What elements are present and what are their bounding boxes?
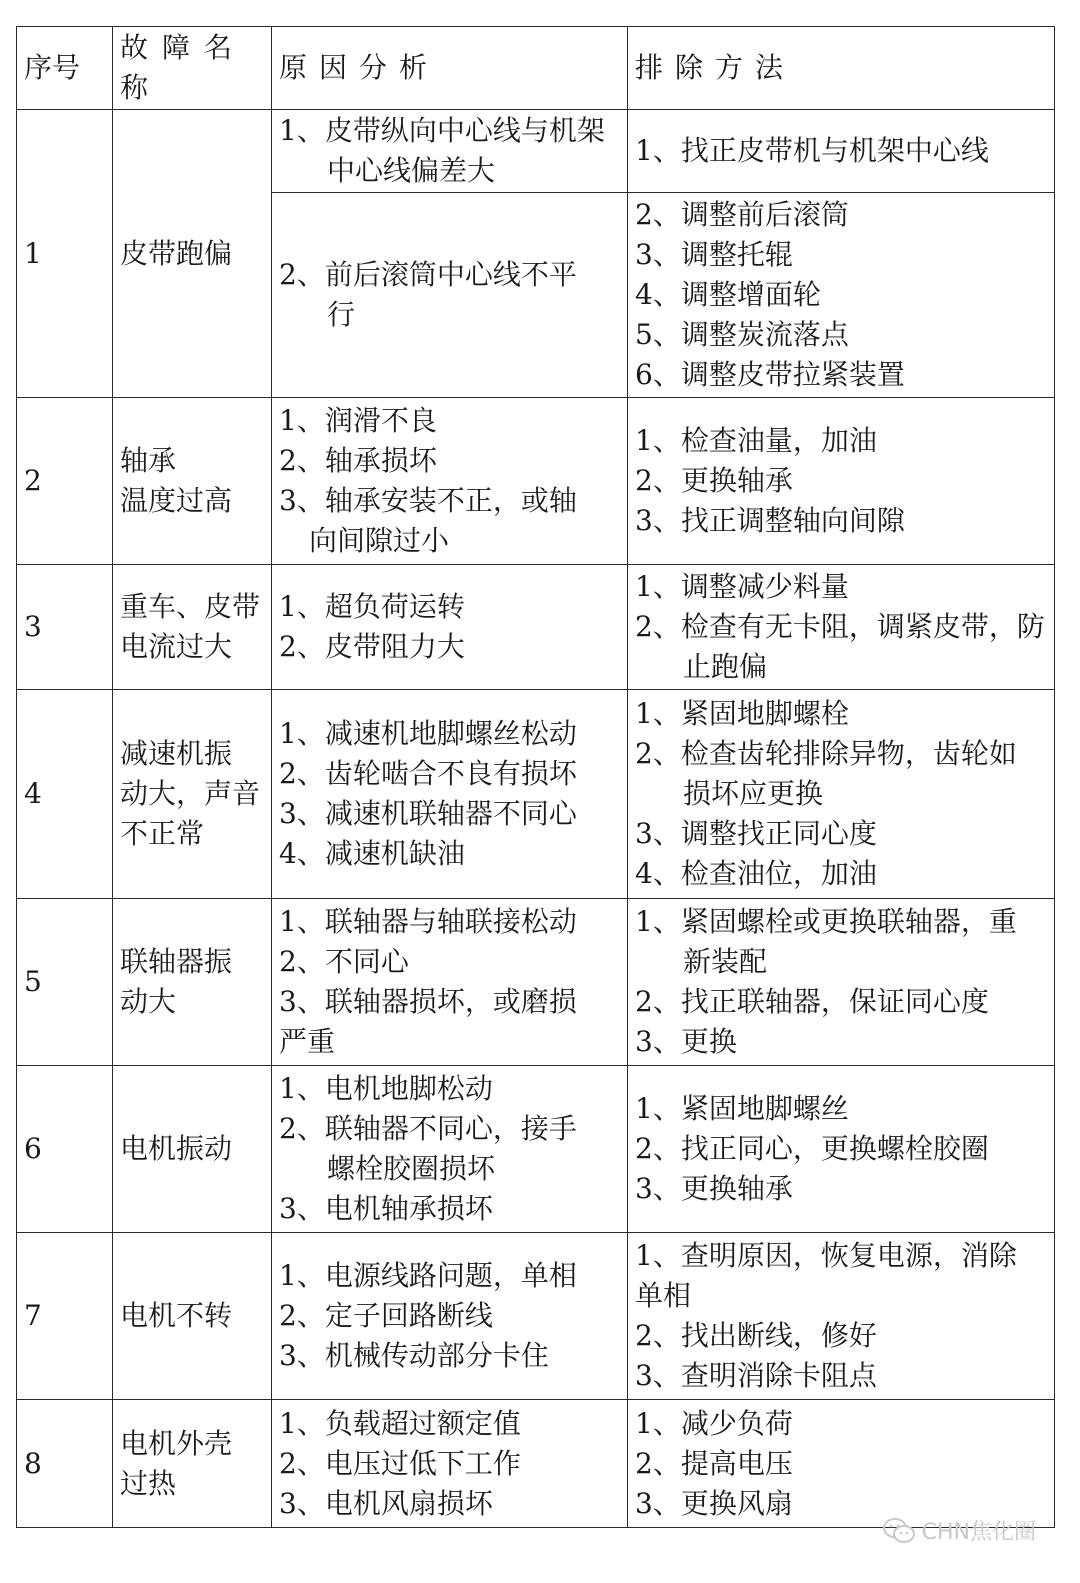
fault-name-line: 联轴器振 — [120, 945, 233, 978]
solution-line: 2、找出断线，修好 — [635, 1319, 877, 1352]
cause-line: 3、减速机联轴器不同心 — [279, 797, 577, 830]
solution-line: 2、提高电压 — [635, 1446, 793, 1480]
solution-line: 1、紧固螺栓或更换联轴器，重 — [635, 905, 1017, 938]
fault-name — [113, 1400, 272, 1528]
fault-name — [113, 565, 272, 690]
solution-line: 4、检查油位，加油 — [635, 857, 877, 890]
solution-line: 1、紧固地脚螺栓 — [635, 697, 849, 730]
fault-table — [16, 26, 1055, 1528]
row-index: 7 — [17, 1233, 113, 1400]
cause-cell — [272, 1066, 628, 1233]
fault-name-line: 轴承 — [120, 444, 177, 477]
cause-cell — [272, 899, 628, 1066]
solution-line: 1、紧固地脚螺丝 — [635, 1092, 849, 1125]
solution-cell — [628, 398, 1055, 565]
cause-cell — [272, 690, 628, 899]
solution-line: 1、查明原因，恢复电源，消除 — [635, 1239, 1017, 1272]
solution-line: 止跑偏 — [683, 650, 768, 683]
fault-name — [113, 398, 272, 565]
solution-cell — [628, 1233, 1055, 1400]
solution-line: 2、找正联轴器，保证同心度 — [635, 985, 989, 1018]
solution-line: 2、更换轴承 — [635, 464, 793, 497]
header-solution: 排除方法 — [628, 27, 1055, 110]
cause-line: 2、不同心 — [279, 945, 409, 978]
fault-name-line: 重车、皮带 — [120, 590, 261, 623]
watermark-text: CHN焦化圈 — [921, 1520, 1036, 1545]
fault-name — [113, 1233, 272, 1400]
row-index: 4 — [17, 690, 113, 899]
cause-line: 3、联轴器损坏，或磨损 — [279, 985, 577, 1018]
cause-line: 中心线偏差大 — [327, 154, 496, 187]
table-row — [17, 398, 1055, 565]
table-row — [17, 110, 1055, 193]
solution-line: 1、检查油量，加油 — [635, 424, 877, 457]
fault-name-line: 过热 — [120, 1466, 177, 1500]
row-index: 1 — [17, 110, 113, 398]
solution-cell — [628, 565, 1055, 690]
cause-cell — [272, 565, 628, 690]
solution-cell — [628, 690, 1055, 899]
row-index: 5 — [17, 899, 113, 1066]
cause-cell — [272, 1400, 628, 1528]
fault-name-line: 减速机振 — [120, 737, 233, 770]
fault-name-line: 不正常 — [120, 817, 205, 850]
cause-cell — [272, 1233, 628, 1400]
row-index: 2 — [17, 398, 113, 565]
fault-name-line: 动大 — [120, 985, 177, 1018]
fault-name — [113, 690, 272, 899]
cause-line: 1、电机地脚松动 — [279, 1072, 493, 1105]
solution-cell — [628, 899, 1055, 1066]
cause-line: 严重 — [279, 1025, 336, 1058]
cause-line: 2、联轴器不同心，接手 — [279, 1112, 577, 1145]
cause-line: 3、机械传动部分卡住 — [279, 1339, 549, 1372]
cause-line: 行 — [327, 298, 356, 331]
watermark — [882, 1515, 1036, 1546]
solution-line: 3、调整找正同心度 — [635, 817, 877, 850]
solution-line: 3、找正调整轴向间隙 — [635, 504, 905, 537]
cause-line: 2、皮带阻力大 — [279, 630, 465, 663]
cause-line: 1、减速机地脚螺丝松动 — [279, 717, 577, 750]
solution-line: 2、检查齿轮排除异物，齿轮如 — [635, 737, 1017, 770]
cause-line: 3、电机风扇损坏 — [279, 1486, 493, 1520]
table-row — [17, 690, 1055, 899]
solution-line: 5、调整炭流落点 — [635, 318, 849, 351]
cause-cell — [272, 110, 628, 193]
solution-line: 损坏应更换 — [683, 777, 824, 810]
solution-line: 3、查明消除卡阻点 — [635, 1359, 877, 1392]
header-fault-name-line2: 称 — [120, 71, 163, 104]
solution-cell — [628, 193, 1055, 398]
solution-line: 3、调整托辊 — [635, 238, 793, 271]
solution-line: 4、调整增面轮 — [635, 278, 821, 311]
solution-line: 3、更换 — [635, 1025, 737, 1058]
solution-line: 新装配 — [683, 945, 768, 978]
table-row — [17, 899, 1055, 1066]
solution-line: 2、检查有无卡阻，调紧皮带，防 — [635, 610, 1045, 643]
fault-name-line: 温度过高 — [120, 484, 233, 517]
cause-cell — [272, 193, 628, 398]
header-row — [17, 27, 1055, 110]
cause-line: 1、超负荷运转 — [279, 590, 465, 623]
solution-cell — [628, 110, 1055, 193]
cause-line: 1、联轴器与轴联接松动 — [279, 905, 577, 938]
header-cause: 原因分析 — [272, 27, 628, 110]
cause-line: 1、皮带纵向中心线与机架 — [279, 114, 605, 147]
solution-line: 6、调整皮带拉紧装置 — [635, 358, 905, 391]
fault-name — [113, 899, 272, 1066]
solution-line: 1、减少负荷 — [635, 1406, 793, 1440]
cause-line: 4、减速机缺油 — [279, 837, 465, 870]
fault-name — [113, 110, 272, 398]
cause-cell — [272, 398, 628, 565]
cause-line: 向间隙过小 — [309, 524, 450, 557]
cause-line: 螺栓胶圈损坏 — [327, 1152, 496, 1185]
solution-line: 单相 — [635, 1279, 692, 1312]
fault-name-line: 电机外壳 — [120, 1426, 233, 1460]
cause-line: 2、定子回路断线 — [279, 1299, 493, 1332]
cause-line: 1、负载超过额定值 — [279, 1406, 521, 1440]
row-index: 6 — [17, 1066, 113, 1233]
cause-line: 2、电压过低下工作 — [279, 1446, 521, 1480]
solution-cell — [628, 1066, 1055, 1233]
solution-line: 3、更换轴承 — [635, 1172, 793, 1205]
row-index: 3 — [17, 565, 113, 690]
solution-line: 1、调整减少料量 — [635, 570, 849, 603]
table-row — [17, 565, 1055, 690]
fault-name-line: 皮带跑偏 — [120, 236, 233, 270]
cause-line: 1、润滑不良 — [279, 404, 437, 437]
row-index: 8 — [17, 1400, 113, 1528]
cause-line: 2、前后滚筒中心线不平 — [279, 258, 577, 291]
solution-cell — [628, 1400, 1055, 1528]
fault-name-line: 电机振动 — [120, 1132, 233, 1165]
table-row — [17, 1233, 1055, 1400]
fault-name-line: 电机不转 — [120, 1299, 233, 1332]
solution-line: 3、更换风扇 — [635, 1486, 793, 1520]
header-fault-name — [113, 27, 272, 110]
solution-line: 1、找正皮带机与机架中心线 — [635, 134, 989, 167]
header-fault-name-line1: 故障名 — [120, 31, 247, 64]
cause-line: 3、电机轴承损坏 — [279, 1192, 493, 1225]
cause-line: 2、轴承损坏 — [279, 444, 437, 477]
cause-line: 1、电源线路问题，单相 — [279, 1259, 577, 1292]
fault-name — [113, 1066, 272, 1233]
solution-line: 2、找正同心，更换螺栓胶圈 — [635, 1132, 989, 1165]
fault-name-line: 电流过大 — [120, 630, 233, 663]
table-row — [17, 1400, 1055, 1528]
solution-line: 2、调整前后滚筒 — [635, 198, 849, 231]
table-row — [17, 1066, 1055, 1233]
header-index: 序号 — [17, 27, 113, 110]
cause-line: 2、齿轮啮合不良有损坏 — [279, 757, 577, 790]
cause-line: 3、轴承安装不正，或轴 — [279, 484, 577, 517]
wechat-icon — [882, 1517, 916, 1545]
fault-name-line: 动大，声音 — [120, 777, 261, 810]
